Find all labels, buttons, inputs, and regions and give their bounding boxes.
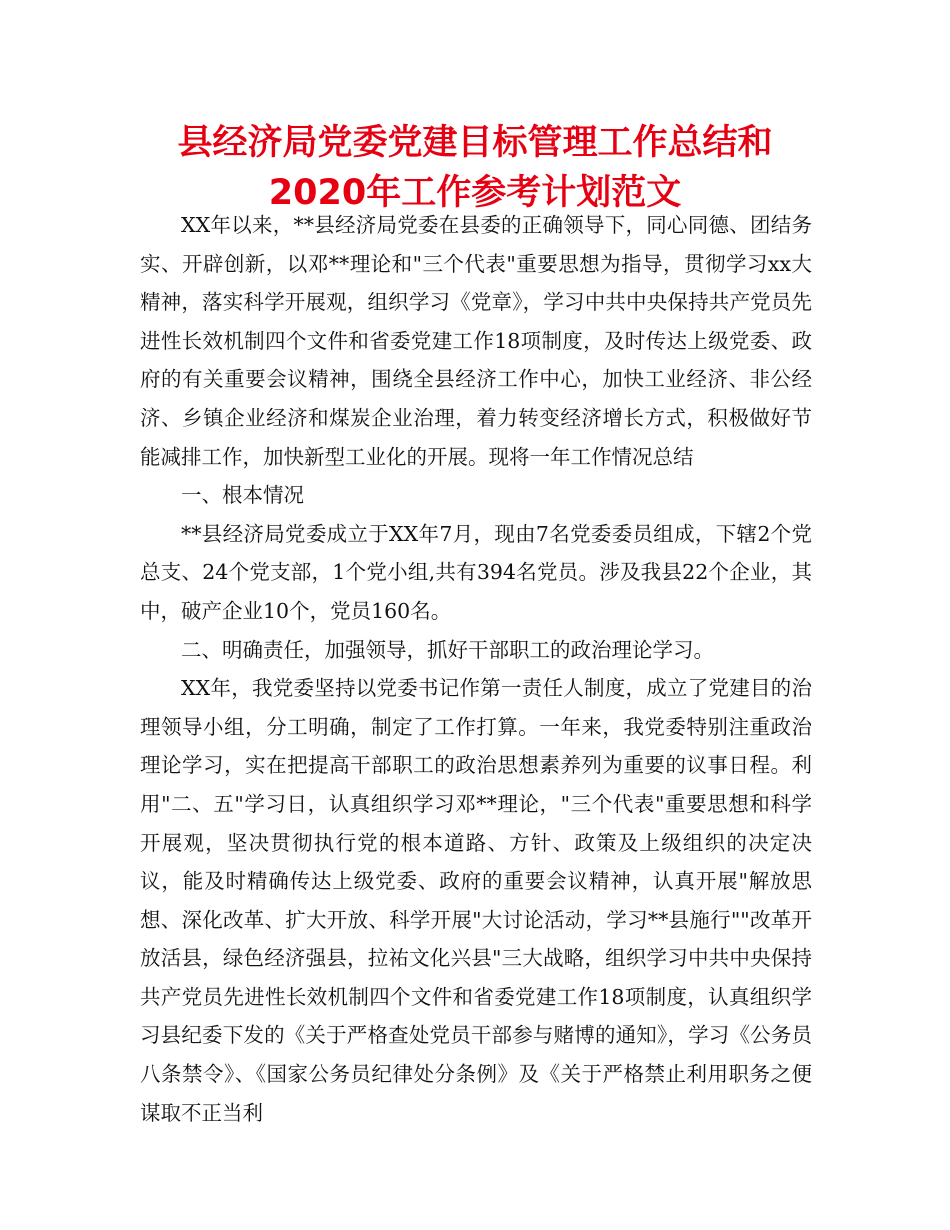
title-line-2: 2020年工作参考计划范文 — [268, 173, 682, 213]
paragraph-intro: XX年以来，**县经济局党委在县委的正确领导下，同心同德、团结务实、开辟创新，以邓**理论和"三个代表"重要思想为指导，贯彻学习xx大精神，落实科学开展观，组织学习《党章》，学习中共中央保持共产党员先进性长效机制四个文件和省委党建工作18项制度，及时传达上级党委、政府的有关重要会议精神，围绕全县经济工作中心，加快工业经济、非公经济、乡镇企业经济和煤炭企业治理，着力转变经济增长方式，积极做好节能减排工作，加快新型工业化的开展。现将一年工作情况总结 — [140, 213, 812, 469]
document-title — [0, 118, 950, 218]
paragraph-responsibility: XX年，我党委坚持以党委书记作第一责任人制度，成立了党建目的治理领导小组，分工明确，制定了工作打算。一年来，我党委特别注重政治理论学习，实在把提高干部职工的政治思想素养列为重要的议事日程。利用"二、五"学习日，认真组织学习邓**理论，"三个代表"重要思想和科学开展观，坚决贯彻执行党的根本道路、方针、政策及上级组织的决定决议，能及时精确传达上级党委、政府的重要会议精神，认真开展"解放思想、深化改革、扩大开放、科学开展"大讨论活动，学习**县施行""改革开放活县，绿色经济强县，拉祐文化兴县"三大战略，组织学习中共中央保持共产党员先进性长效机制四个文件和省委党建工作18项制度，认真组织学习县纪委下发的《关于严格查处党员干部参与赌博的通知》，学习《公务员八条禁令》、《国家公务员纪律处分条例》及《关于严格禁止利用职务之便谋取不正当利 — [140, 676, 812, 1125]
document-body — [140, 206, 812, 1132]
title-line-1: 县经济局党委党建目标管理工作总结和 — [177, 123, 773, 163]
section-heading-basic-situation: 一、根本情况 — [181, 483, 304, 508]
section-heading-responsibility: 二、明确责任，加强领导，抓好干部职工的政治理论学习。 — [181, 637, 714, 662]
paragraph-basic-situation: **县经济局党委成立于XX年7月，现由7名党委委员组成，下辖2个党总支、24个党支部，1个党小组,共有394名党员。涉及我县22个企业，其中，破产企业10个，党员160名。 — [140, 521, 812, 623]
